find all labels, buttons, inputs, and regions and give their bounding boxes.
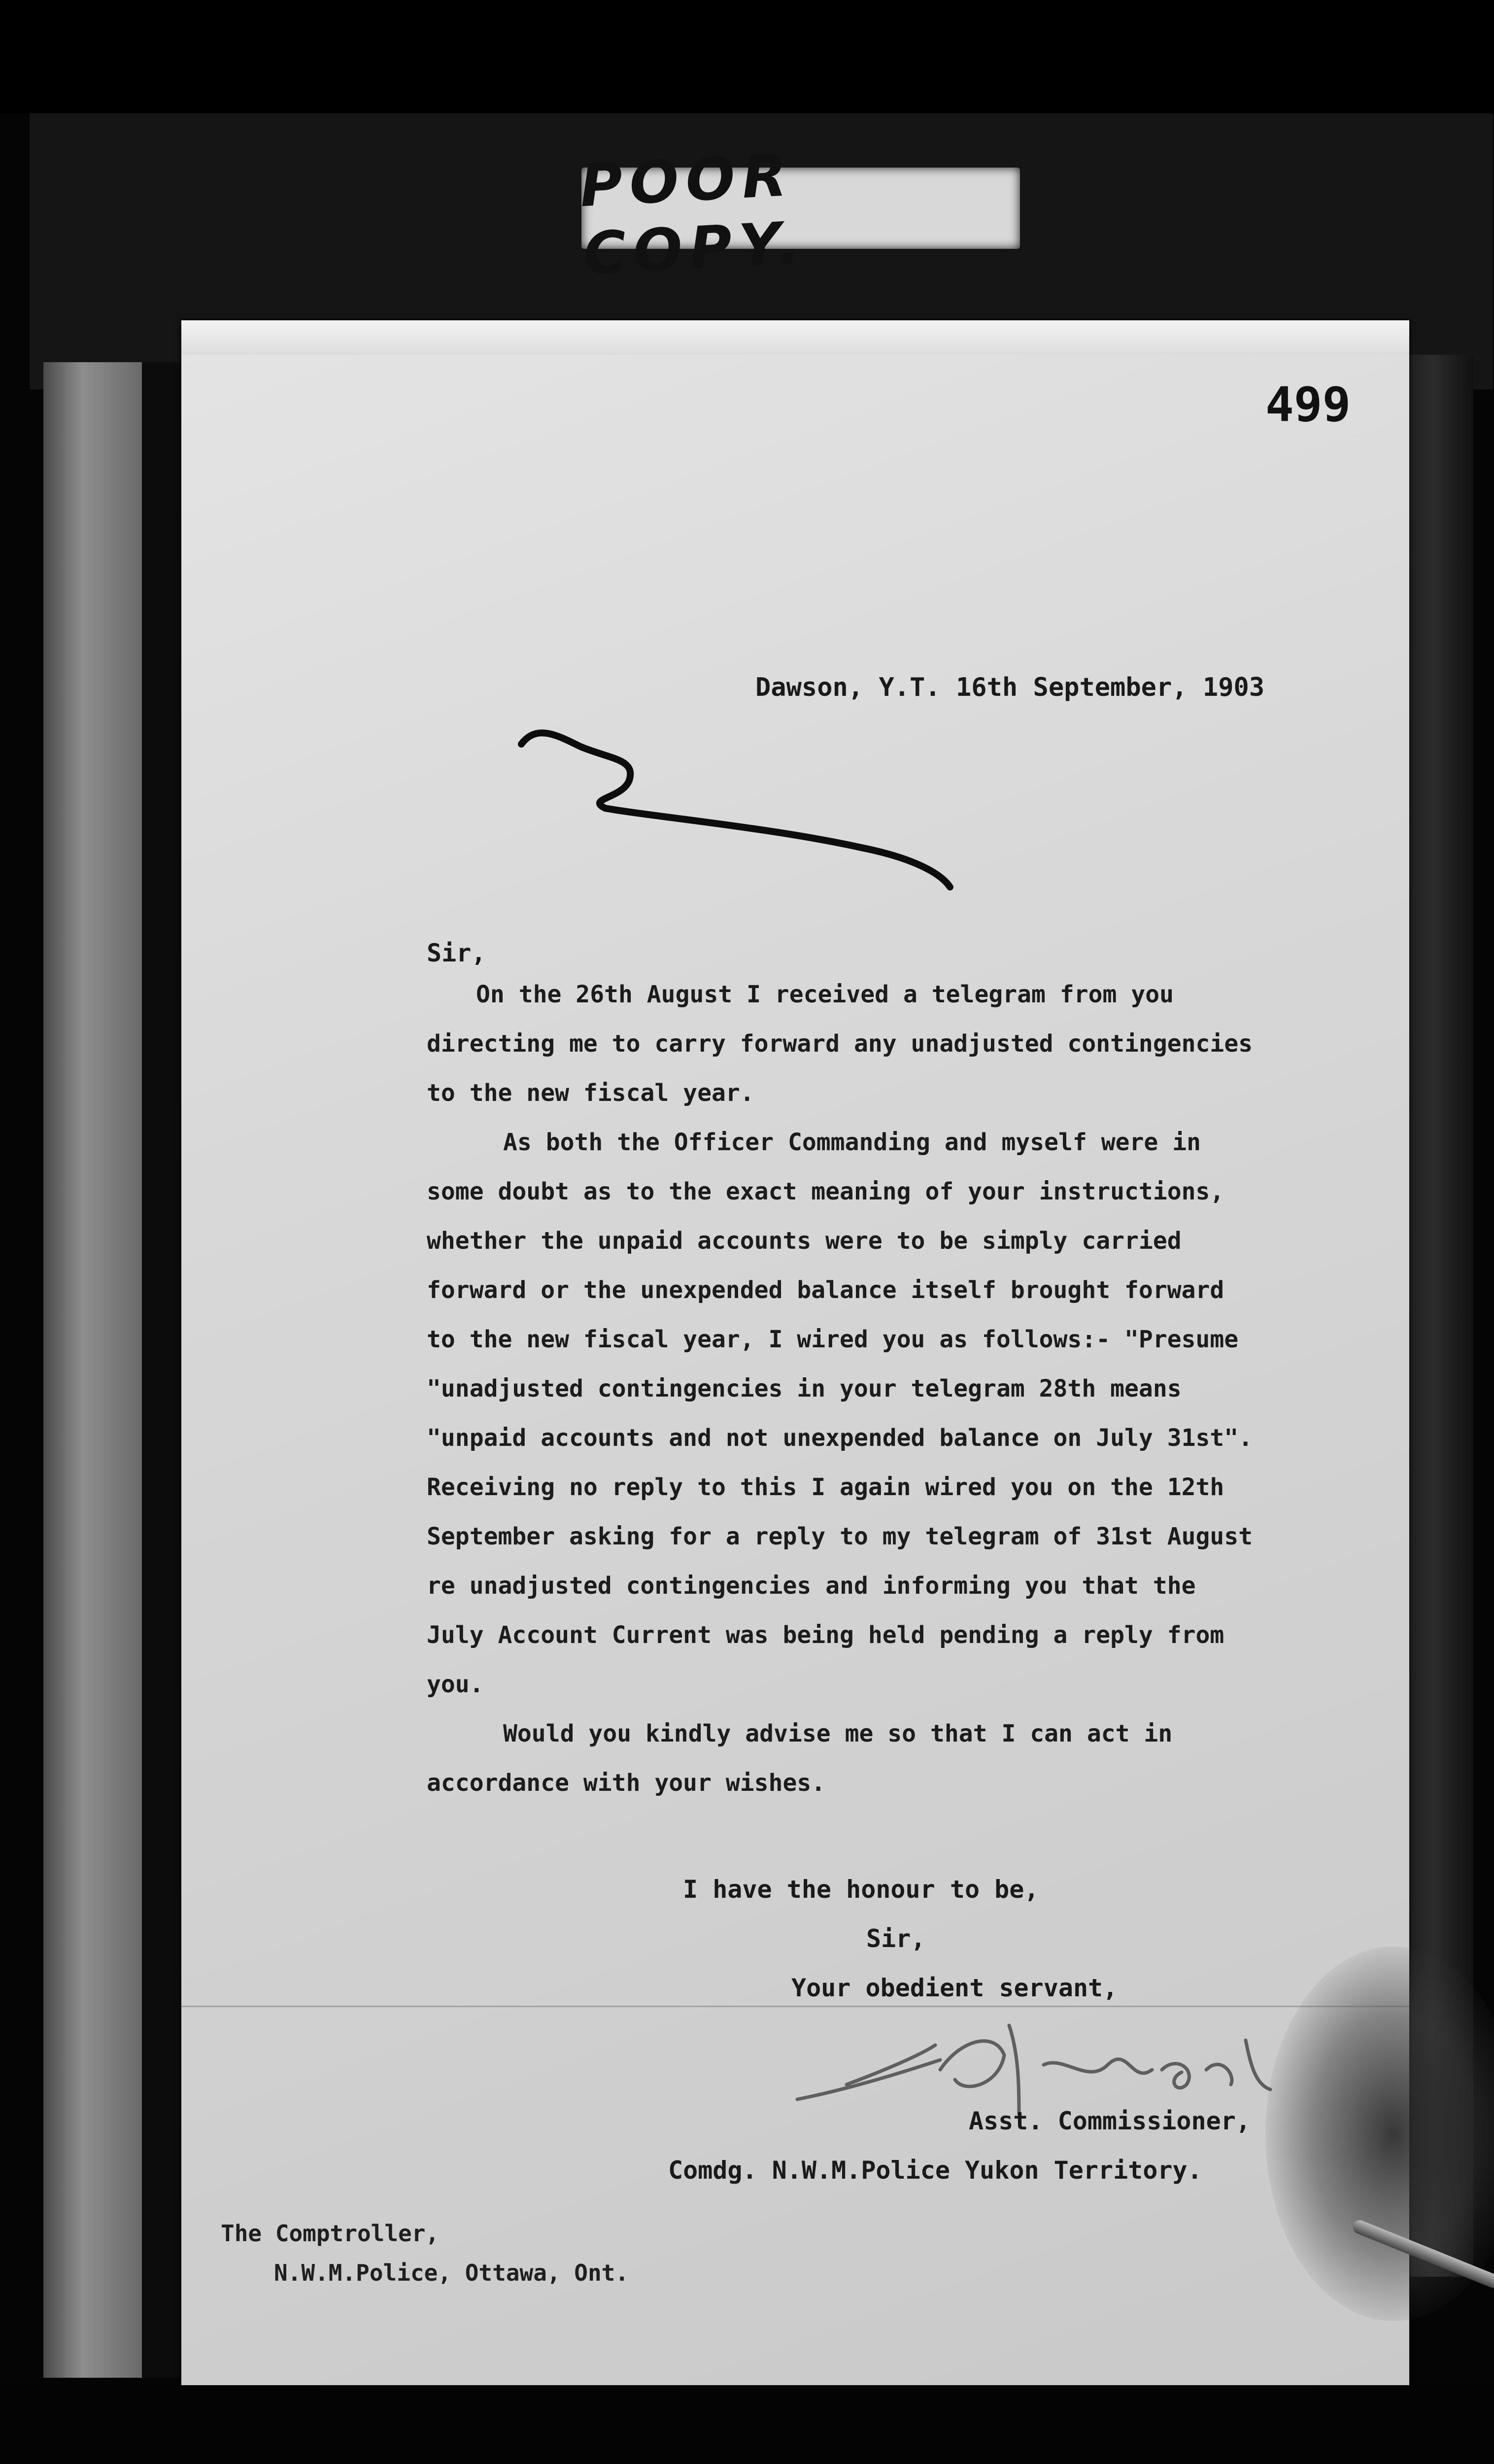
- body-line: you.: [427, 1671, 484, 1698]
- body-line: whether the unpaid accounts were to be simply carried: [427, 1227, 1182, 1255]
- closing-line: Your obedient servant,: [791, 1974, 1118, 2002]
- body-line: On the 26th August I received a telegram from you: [476, 981, 1174, 1008]
- pen-scribble-mark: [516, 724, 989, 902]
- body-line: Would you kindly advise me so that I can act in: [503, 1720, 1173, 1747]
- salutation: Sir,: [427, 939, 486, 967]
- addressee-line: N.W.M.Police, Ottawa, Ont.: [274, 2259, 629, 2286]
- body-line: As both the Officer Commanding and myself were in: [503, 1129, 1201, 1156]
- body-line: re unadjusted contingencies and informing you that the: [427, 1572, 1196, 1600]
- dateline: Dawson, Y.T. 16th September, 1903: [755, 673, 1265, 702]
- body-line: July Account Current was being held pending a reply from: [427, 1621, 1224, 1649]
- page-gutter-shadow: [142, 362, 181, 2378]
- body-line: "unadjusted contingencies in your telegram 28th means: [427, 1375, 1182, 1403]
- poor-copy-stamp: [578, 140, 1020, 288]
- body-line: directing me to carry forward any unadjusted contingencies: [427, 1030, 1253, 1058]
- body-line: Receiving no reply to this I again wired you on the 12th: [427, 1473, 1224, 1501]
- letter-page: [181, 320, 1409, 2385]
- page-top-edge: [181, 320, 1409, 355]
- poor-copy-text: POOR COPY.: [578, 140, 809, 288]
- page-number: 499: [1265, 377, 1351, 432]
- page-fold: [181, 2006, 1409, 2007]
- body-line: September asking for a reply to my telegram of 31st August: [427, 1523, 1253, 1550]
- body-line: accordance with your wishes.: [427, 1769, 826, 1797]
- body-line: to the new fiscal year, I wired you as follows:- "Presume: [427, 1326, 1239, 1353]
- closing-line: I have the honour to be,: [683, 1875, 1039, 1904]
- body-line: "unpaid accounts and not unexpended balance on July 31st".: [427, 1424, 1253, 1452]
- body-line: to the new fiscal year.: [427, 1079, 754, 1107]
- adjacent-page-edge: [43, 362, 142, 2378]
- body-line: some doubt as to the exact meaning of your instructions,: [427, 1178, 1224, 1205]
- signer-unit: Comdg. N.W.M.Police Yukon Territory.: [668, 2156, 1202, 2185]
- signer-title: Asst. Commissioner,: [969, 2107, 1251, 2135]
- microfilm-frame-bottom: [0, 2385, 1494, 2464]
- addressee-line: The Comptroller,: [221, 2220, 440, 2247]
- microfilm-frame-top: [0, 0, 1494, 113]
- closing-line: Sir,: [866, 1924, 926, 1953]
- body-line: forward or the unexpended balance itself brought forward: [427, 1276, 1224, 1304]
